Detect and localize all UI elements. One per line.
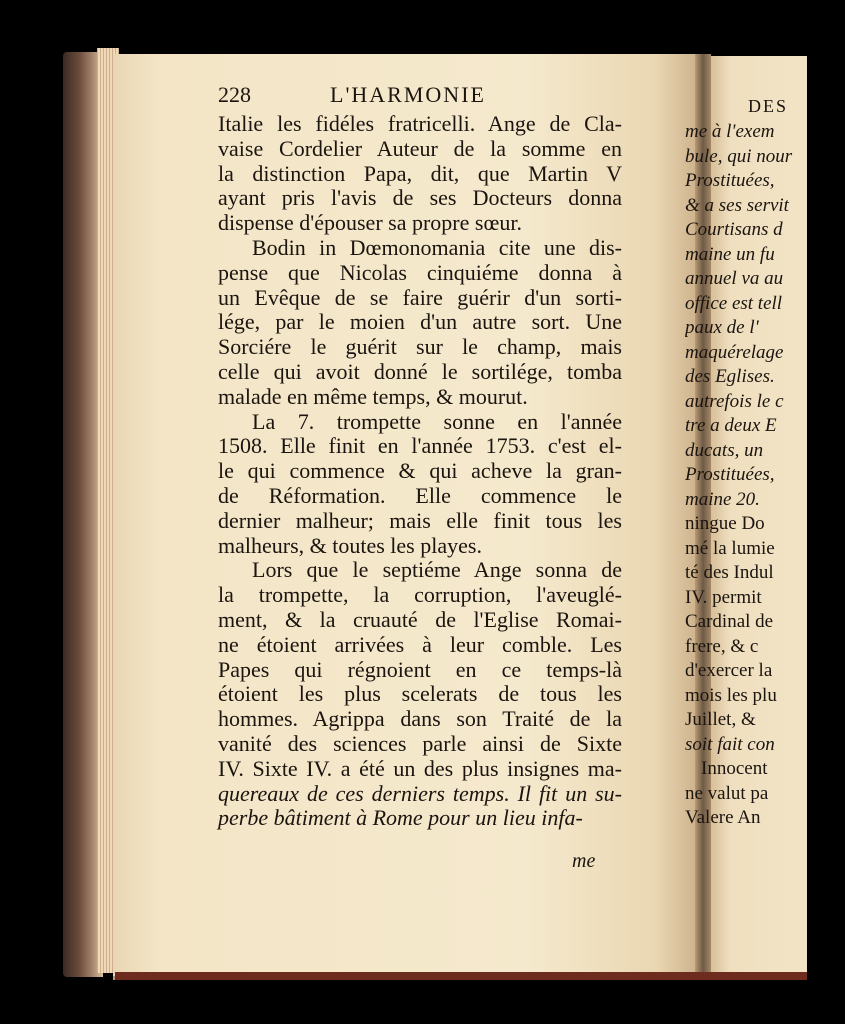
text-line: Courtisans d (685, 219, 783, 240)
text-line: Juillet, & (685, 709, 756, 730)
text-line: La 7. trompette sonne en l'année (252, 408, 622, 434)
text-line: de Réformation. Elle commence le (218, 482, 622, 508)
catchword: me (572, 850, 596, 872)
text-line: Bodin in Dœmonomania cite une dis- (252, 234, 622, 260)
text-line: celle qui avoit donné le sortilége, tomba (218, 358, 622, 384)
text-line: IV. Sixte IV. a été un des plus insignes ma- (218, 755, 622, 781)
running-title: L'HARMONIE (330, 82, 486, 107)
text-line: vaise Cordelier Auteur de la somme en (218, 135, 622, 161)
text-line: maine 20. (685, 488, 760, 510)
text-line: Innocent (701, 758, 768, 779)
text-line: Papes qui régnoient en ce temps-là (218, 656, 622, 682)
text-line: IV. permit (685, 586, 762, 608)
black-frame-right (807, 0, 845, 1024)
text-line: ningue Do (685, 513, 765, 534)
text-line: ducats, un (685, 439, 764, 461)
text-line: pense que Nicolas cinquiéme donna à (218, 259, 622, 285)
text-line: la trompette, la corruption, l'aveuglé- (218, 582, 622, 608)
text-line: la distinction Papa, dit, que Martin V (218, 160, 622, 186)
text-line: étoient les plus scelerats de tous les (218, 681, 622, 707)
text-line: office est tell (685, 292, 783, 314)
right-running-head: DES (748, 96, 789, 116)
text-line: Prostituées, (685, 464, 775, 485)
text-line: 1508. Elle finit en l'année 1753. c'est el- (218, 433, 622, 459)
text-line: autrefois le c (685, 390, 784, 412)
text-line: vanité des sciences parle ainsi de Sixte (218, 730, 622, 756)
text-line: me à l'exem (685, 121, 775, 142)
text-line: tre a deux E (685, 415, 777, 436)
text-line: bule, qui nour (685, 145, 793, 167)
text-line: Cardinal de (685, 611, 774, 632)
text-line: annuel va au (685, 268, 784, 289)
right-page-text (685, 120, 807, 860)
text-line: malade en même temps, & mourut. (218, 383, 528, 409)
text-line: des Eglises. (685, 366, 775, 387)
text-line: maquérelage (685, 341, 784, 363)
text-line: dispense d'épouser sa propre sœur. (218, 210, 522, 236)
page-bottom-edge (115, 972, 807, 980)
text-line: Sorciére le guérit sur le champ, mais (218, 334, 622, 360)
text-line: Valere An (685, 807, 761, 828)
text-line: & a ses servit (685, 194, 789, 216)
text-line: perbe bâtiment à Rome pour un lieu infa- (218, 805, 583, 831)
text-line: dernier malheur; mais elle finit tous les (218, 507, 622, 533)
text-line: maine un fu (685, 243, 775, 265)
text-line: mé la lumie (685, 537, 775, 559)
text-line: malheurs, & toutes les playes. (218, 532, 482, 558)
text-line: d'exercer la (685, 660, 773, 681)
text-line: soit fait con (685, 733, 775, 755)
text-line: lége, par le moien d'un autre sort. Une (218, 309, 622, 335)
left-page-text (218, 112, 622, 831)
text-line: ne valut pa (685, 782, 769, 804)
text-line: mois les plu (685, 684, 777, 706)
text-line: ne étoient arrivées à leur comble. Les (218, 631, 622, 657)
text-line: Lors que le septiéme Ange sonna de (252, 557, 622, 583)
text-line: quereaux de ces derniers temps. Il fit un su- (218, 780, 622, 806)
text-line: ment, & la cruauté de l'Eglise Romai- (218, 606, 622, 632)
text-line: ayant pris l'avis de ses Docteurs donna (218, 185, 622, 211)
left-running-head (218, 82, 618, 110)
text-line: hommes. Agrippa dans son Traité de la (218, 706, 622, 732)
text-line: té des Indul (685, 562, 774, 583)
text-line: frere, & c (685, 635, 759, 657)
page-number: 228 (218, 82, 251, 107)
text-line: Prostituées, (685, 170, 775, 191)
text-line: paux de l' (685, 317, 759, 338)
text-line: un Evêque de se faire guérir d'un sorti- (218, 284, 622, 310)
text-line: Italie les fidéles fratricelli. Ange de Cla- (218, 111, 622, 136)
text-line: le qui commence & qui acheve la gran- (218, 458, 622, 484)
